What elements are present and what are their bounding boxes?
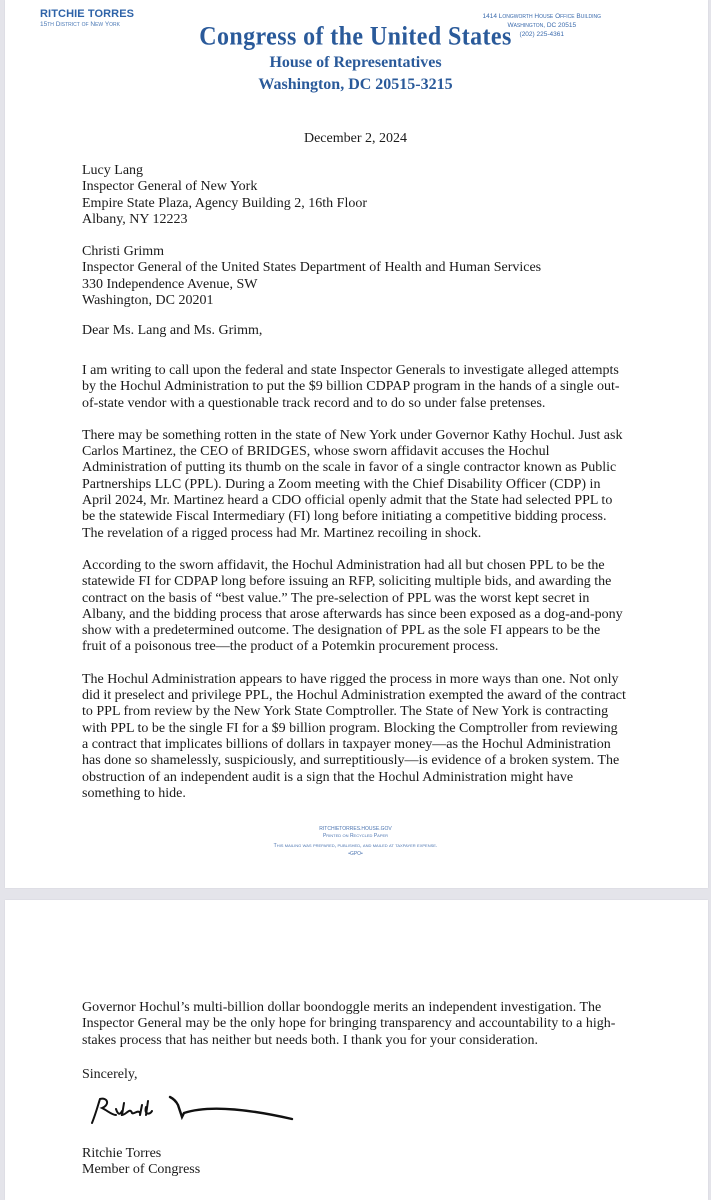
recipient-line: Christi Grimm (82, 244, 165, 260)
letterhead-title: Congress of the United States (199, 22, 512, 52)
closing-paragraph: Governor Hochul’s multi-billion dollar boondoggle merits an independent investigation. The Inspector General may be the only hope for bringing transparency and accountability to a high-stakes process that has neither but needs both. I thank you for your consideration. (82, 1000, 616, 1048)
footer-website: RITCHIETORRES.HOUSE.GOV (319, 826, 392, 832)
letterhead-title-block (0, 22, 711, 96)
closing-salutation: Sincerely, (82, 1067, 138, 1082)
signer-block (82, 1146, 200, 1179)
recipient-line: Inspector General of New York (82, 179, 258, 195)
recipient-line: Inspector General of the United States Department of Health and Human Services (82, 260, 542, 276)
salutation: Dear Ms. Lang and Ms. Grimm, (82, 323, 263, 338)
recipient-line: Lucy Lang (82, 163, 144, 178)
letterhead-city: Washington, DC 20515-3215 (258, 76, 453, 93)
recipient-addresses (82, 163, 627, 325)
footer-taxpayer-notice: This mailing was prepared, published, and mailed at taxpayer expense. (273, 843, 438, 849)
signer-title: Member of Congress (82, 1162, 201, 1178)
letterhead-subtitle: House of Representatives (269, 54, 442, 71)
recipient-line: Empire State Plaza, Agency Building 2, 16th Floor (82, 195, 368, 211)
letterhead-footer (0, 826, 711, 857)
office-address-line: Washington, DC 20515 (507, 22, 577, 29)
body-paragraph: There may be something rotten in the state of New York under Governor Kathy Hochul. Just ask Carlos Martinez, the CEO of BRIDGES, whose sworn affidavit accuses the Hochul Administration of putting its thumb on the scale in favor of a single contractor known as Public Partnerships LLC (PPL). During a Zoom meeting with the Chief Disability Officer (CDP) in April 2024, Mr. Martinez heard a CDO official openly admit that the State had selected PPL to be the statewide Fiscal Intermediary (FI) long before initiating a competitive bidding process. The revelation of a rigged process had Mr. Martinez recoiling in shock. (82, 427, 623, 541)
letter-body (82, 363, 627, 818)
recipient-block (82, 244, 627, 309)
member-name: RITCHIE TORRES (40, 8, 135, 20)
member-district: 15th District of New York (40, 21, 121, 28)
union-bug-icon: •GPO• (348, 850, 363, 857)
signature-icon (88, 1093, 298, 1134)
body-paragraph: The Hochul Administration appears to have rigged the process in more ways than one. Not only did it preselect and privilege PPL, the Hochul Administration exempted the award of the contract to PPL from review by the New York State Comptroller. The State of New York is contracting with PPL to be the single FI for a $9 billion program. Blocking the Comptroller from reviewing a contract that implicates billions of dollars in taxpayer money—as the Hochul Administration has done so shamelessly, suspiciously, and surreptitiously—is evidence of a broken system. The obstruction of an independent audit is a sign that the Hochul Administration might have something to hide. (82, 671, 626, 801)
footer-recycled-note: Printed on Recycled Paper (322, 832, 389, 839)
recipient-line: Washington, DC 20201 (82, 293, 214, 309)
signer-name: Ritchie Torres (82, 1146, 162, 1161)
letter-date: December 2, 2024 (303, 131, 408, 146)
recipient-line: Albany, NY 12223 (82, 211, 188, 227)
body-paragraph: According to the sworn affidavit, the Hochul Administration had all but chosen PPL to be the statewide FI for CDPAP long before issuing an RFP, soliciting multiple bids, and awarding the contract on the basis of “best value.” The pre-selection of PPL was the worst kept secret in Albany, and the bidding process that arose afterwards has since been exposed as a dog-and-pony show with a predetermined outcome. The designation of PPL as the sole FI appears to be the fruit of a poisonous tree—the product of a Potemkin procurement process. (82, 557, 623, 655)
recipient-block (82, 163, 627, 228)
office-phone: (202) 225-4361 (519, 31, 564, 38)
recipient-line: 330 Independence Avenue, SW (82, 276, 258, 292)
body-paragraph: I am writing to call upon the federal and state Inspector Generals to investigate alleged attempts by the Hochul Administration to put the $9 billion CDPAP program in the hands of a single out-of-state vendor with a questionable track record and to do so under false pretenses. (82, 363, 620, 411)
office-address-line: 1414 Longworth House Office Building (482, 13, 601, 20)
